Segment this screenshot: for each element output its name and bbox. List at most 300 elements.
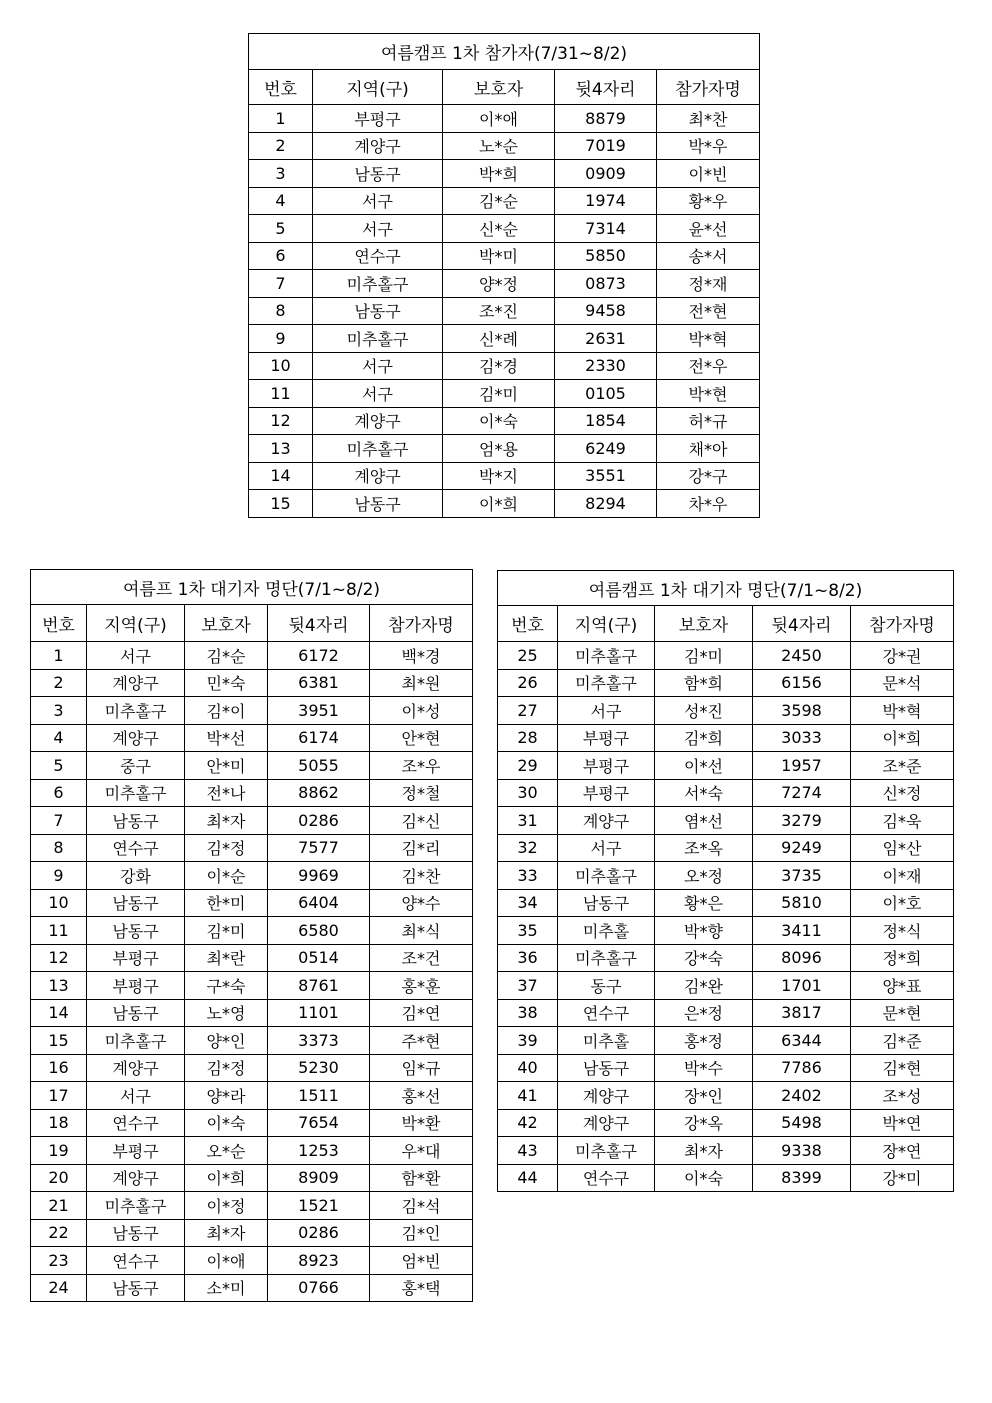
cell-last4: 0514 [268,944,370,972]
cell-last4: 1701 [753,972,851,1000]
cell-last4: 0286 [268,807,370,835]
cell-participant: 안*현 [370,724,473,752]
cell-region: 계양구 [313,462,443,490]
cell-guardian: 황*은 [655,889,753,917]
cell-last4: 7786 [753,1054,851,1082]
cell-participant: 박*혁 [657,325,760,353]
cell-region: 연수구 [87,1109,185,1137]
cell-last4: 8862 [268,779,370,807]
cell-last4: 2330 [555,352,657,380]
cell-region: 미추홀구 [558,1137,655,1165]
cell-last4: 8399 [753,1164,851,1192]
cell-last4: 7314 [555,215,657,243]
table-row [249,297,760,325]
table-row [31,724,473,752]
cell-guardian: 구*숙 [185,972,268,1000]
cell-number: 24 [31,1274,87,1302]
cell-guardian: 최*자 [185,1219,268,1247]
table-row [249,187,760,215]
cell-number: 38 [498,999,558,1027]
cell-last4: 3551 [555,462,657,490]
table-row [31,1137,473,1165]
cell-guardian: 김*정 [185,1054,268,1082]
cell-guardian: 소*미 [185,1274,268,1302]
cell-participant: 조*건 [370,944,473,972]
cell-last4: 7654 [268,1109,370,1137]
cell-participant: 이*빈 [657,160,760,188]
cell-participant: 김*찬 [370,862,473,890]
table-row [31,944,473,972]
cell-guardian: 염*선 [655,807,753,835]
cell-participant: 양*수 [370,889,473,917]
cell-number: 6 [31,779,87,807]
participants-title: 여름캠프 1차 참가자(7/31~8/2) [249,34,760,70]
table-row [31,834,473,862]
cell-number: 7 [31,807,87,835]
cell-guardian: 김*완 [655,972,753,1000]
cell-last4: 5230 [268,1054,370,1082]
table-row [249,352,760,380]
table-row [31,1054,473,1082]
cell-last4: 1957 [753,752,851,780]
cell-last4: 1521 [268,1192,370,1220]
cell-number: 14 [249,462,313,490]
cell-last4: 1511 [268,1082,370,1110]
col-header-last4: 뒷4자리 [268,605,370,642]
table-row [249,132,760,160]
cell-region: 미추홀구 [87,1027,185,1055]
table-row [498,697,954,725]
table-row [498,752,954,780]
cell-participant: 임*산 [851,834,954,862]
col-header-number: 번호 [249,70,313,105]
table-row [498,862,954,890]
cell-number: 13 [31,972,87,1000]
cell-region: 부평구 [558,752,655,780]
cell-guardian: 이*희 [185,1164,268,1192]
cell-region: 미추홀구 [87,1192,185,1220]
participants-table [248,33,760,518]
cell-number: 42 [498,1109,558,1137]
cell-number: 44 [498,1164,558,1192]
cell-region: 부평구 [313,105,443,133]
cell-number: 29 [498,752,558,780]
cell-region: 서구 [313,187,443,215]
cell-number: 17 [31,1082,87,1110]
cell-region: 미추홀구 [558,642,655,670]
cell-last4: 5810 [753,889,851,917]
cell-number: 1 [31,642,87,670]
cell-participant: 황*우 [657,187,760,215]
cell-number: 2 [249,132,313,160]
table-row [31,1109,473,1137]
cell-participant: 홍*택 [370,1274,473,1302]
col-header-guardian: 보호자 [443,70,555,105]
table-row [498,1137,954,1165]
cell-guardian: 이*희 [443,490,555,518]
cell-guardian: 김*순 [185,642,268,670]
table-row [31,1247,473,1275]
table-row [31,669,473,697]
cell-region: 미추홀구 [87,779,185,807]
cell-number: 34 [498,889,558,917]
cell-participant: 최*식 [370,917,473,945]
cell-last4: 3411 [753,917,851,945]
cell-region: 미추홀구 [313,270,443,298]
cell-guardian: 장*인 [655,1082,753,1110]
cell-guardian: 엄*용 [443,435,555,463]
cell-participant: 정*희 [851,944,954,972]
cell-guardian: 김*미 [443,380,555,408]
cell-last4: 1974 [555,187,657,215]
cell-number: 14 [31,999,87,1027]
table-row [31,889,473,917]
table-row [31,1192,473,1220]
table-row [249,215,760,243]
cell-region: 부평구 [87,972,185,1000]
cell-last4: 7577 [268,834,370,862]
table-row [31,752,473,780]
cell-guardian: 강*옥 [655,1109,753,1137]
cell-number: 22 [31,1219,87,1247]
col-header-last4: 뒷4자리 [753,606,851,642]
cell-region: 계양구 [87,669,185,697]
cell-region: 미추홀구 [558,669,655,697]
col-header-participant: 참가자명 [657,70,760,105]
cell-last4: 2402 [753,1082,851,1110]
table-row [249,380,760,408]
cell-guardian: 박*미 [443,242,555,270]
cell-last4: 7019 [555,132,657,160]
cell-region: 강화 [87,862,185,890]
cell-participant: 김*인 [370,1219,473,1247]
cell-guardian: 양*정 [443,270,555,298]
cell-participant: 이*성 [370,697,473,725]
table-row [498,1082,954,1110]
cell-last4: 3817 [753,999,851,1027]
cell-last4: 0105 [555,380,657,408]
cell-number: 37 [498,972,558,1000]
cell-region: 서구 [313,352,443,380]
cell-participant: 송*서 [657,242,760,270]
cell-last4: 3735 [753,862,851,890]
cell-participant: 홍*훈 [370,972,473,1000]
cell-guardian: 노*순 [443,132,555,160]
cell-number: 12 [31,944,87,972]
cell-number: 19 [31,1137,87,1165]
cell-number: 33 [498,862,558,890]
cell-number: 23 [31,1247,87,1275]
cell-last4: 6404 [268,889,370,917]
cell-guardian: 이*정 [185,1192,268,1220]
table-row [498,724,954,752]
cell-last4: 2631 [555,325,657,353]
cell-region: 부평구 [87,944,185,972]
cell-guardian: 이*숙 [185,1109,268,1137]
cell-guardian: 김*이 [185,697,268,725]
cell-guardian: 조*옥 [655,834,753,862]
cell-region: 남동구 [558,889,655,917]
table-row [498,1109,954,1137]
cell-guardian: 양*라 [185,1082,268,1110]
table-row [31,807,473,835]
cell-last4: 0286 [268,1219,370,1247]
cell-region: 미추홀 [558,1027,655,1055]
cell-last4: 6381 [268,669,370,697]
cell-number: 13 [249,435,313,463]
cell-region: 서구 [87,642,185,670]
cell-participant: 장*연 [851,1137,954,1165]
cell-guardian: 노*영 [185,999,268,1027]
cell-number: 21 [31,1192,87,1220]
cell-participant: 김*욱 [851,807,954,835]
cell-region: 연수구 [313,242,443,270]
cell-region: 연수구 [87,1247,185,1275]
cell-guardian: 조*진 [443,297,555,325]
cell-guardian: 이*선 [655,752,753,780]
table-row [249,462,760,490]
cell-region: 계양구 [558,807,655,835]
table-row [31,1027,473,1055]
cell-guardian: 박*선 [185,724,268,752]
cell-guardian: 최*자 [185,807,268,835]
cell-guardian: 오*순 [185,1137,268,1165]
cell-participant: 이*희 [851,724,954,752]
col-header-guardian: 보호자 [655,606,753,642]
cell-region: 계양구 [87,1054,185,1082]
cell-last4: 1253 [268,1137,370,1165]
cell-participant: 신*정 [851,779,954,807]
cell-region: 연수구 [558,1164,655,1192]
cell-participant: 강*구 [657,462,760,490]
cell-participant: 우*대 [370,1137,473,1165]
cell-number: 40 [498,1054,558,1082]
cell-region: 미추홀구 [558,862,655,890]
cell-last4: 2450 [753,642,851,670]
table-row [31,697,473,725]
cell-region: 서구 [313,215,443,243]
cell-participant: 박*현 [657,380,760,408]
cell-guardian: 강*숙 [655,944,753,972]
cell-last4: 6249 [555,435,657,463]
table-row [249,242,760,270]
cell-region: 남동구 [558,1054,655,1082]
table-row [498,944,954,972]
cell-participant: 조*우 [370,752,473,780]
table-row [498,834,954,862]
cell-number: 8 [249,297,313,325]
table-row [249,160,760,188]
cell-last4: 3373 [268,1027,370,1055]
cell-last4: 5850 [555,242,657,270]
cell-last4: 0766 [268,1274,370,1302]
table-row [31,862,473,890]
cell-number: 11 [249,380,313,408]
cell-last4: 0909 [555,160,657,188]
cell-number: 31 [498,807,558,835]
cell-region: 동구 [558,972,655,1000]
cell-region: 남동구 [87,1219,185,1247]
table-row [249,490,760,518]
cell-number: 16 [31,1054,87,1082]
table-row [498,1164,954,1192]
cell-number: 30 [498,779,558,807]
cell-number: 36 [498,944,558,972]
cell-region: 중구 [87,752,185,780]
cell-region: 계양구 [313,407,443,435]
cell-region: 미추홀구 [87,697,185,725]
cell-region: 서구 [87,1082,185,1110]
waitlist-left-title: 여름프 1차 대기자 명단(7/1~8/2) [31,570,473,605]
cell-last4: 6156 [753,669,851,697]
cell-number: 11 [31,917,87,945]
cell-guardian: 홍*정 [655,1027,753,1055]
cell-participant: 조*성 [851,1082,954,1110]
cell-guardian: 김*순 [443,187,555,215]
table-row [31,779,473,807]
table-row [31,972,473,1000]
cell-guardian: 최*란 [185,944,268,972]
col-header-number: 번호 [31,605,87,642]
cell-number: 2 [31,669,87,697]
cell-last4: 3598 [753,697,851,725]
cell-participant: 엄*빈 [370,1247,473,1275]
cell-guardian: 이*순 [185,862,268,890]
cell-last4: 8923 [268,1247,370,1275]
cell-number: 10 [249,352,313,380]
cell-last4: 8761 [268,972,370,1000]
cell-participant: 박*우 [657,132,760,160]
cell-guardian: 최*자 [655,1137,753,1165]
cell-number: 25 [498,642,558,670]
cell-guardian: 김*미 [655,642,753,670]
cell-guardian: 오*정 [655,862,753,890]
cell-participant: 강*권 [851,642,954,670]
cell-last4: 6172 [268,642,370,670]
cell-number: 4 [249,187,313,215]
cell-participant: 채*아 [657,435,760,463]
cell-region: 부평구 [87,1137,185,1165]
cell-participant: 윤*선 [657,215,760,243]
col-header-last4: 뒷4자리 [555,70,657,105]
cell-guardian: 신*례 [443,325,555,353]
cell-last4: 9249 [753,834,851,862]
cell-participant: 주*현 [370,1027,473,1055]
cell-number: 28 [498,724,558,752]
cell-guardian: 안*미 [185,752,268,780]
cell-last4: 1854 [555,407,657,435]
table-row [498,999,954,1027]
table-row [31,1164,473,1192]
col-header-number: 번호 [498,606,558,642]
cell-guardian: 신*순 [443,215,555,243]
cell-participant: 정*철 [370,779,473,807]
cell-region: 남동구 [87,1274,185,1302]
cell-last4: 9338 [753,1137,851,1165]
table-row [498,642,954,670]
cell-guardian: 이*애 [443,105,555,133]
cell-participant: 정*재 [657,270,760,298]
cell-guardian: 성*진 [655,697,753,725]
waitlist-table-right [497,570,954,1192]
cell-guardian: 박*지 [443,462,555,490]
cell-number: 18 [31,1109,87,1137]
cell-number: 7 [249,270,313,298]
cell-participant: 김*현 [851,1054,954,1082]
table-row [249,407,760,435]
cell-participant: 박*연 [851,1109,954,1137]
table-row [31,1274,473,1302]
table-row [498,917,954,945]
cell-participant: 백*경 [370,642,473,670]
cell-last4: 3951 [268,697,370,725]
cell-participant: 정*식 [851,917,954,945]
cell-guardian: 박*수 [655,1054,753,1082]
cell-last4: 1101 [268,999,370,1027]
cell-participant: 박*환 [370,1109,473,1137]
cell-guardian: 이*숙 [655,1164,753,1192]
cell-number: 9 [31,862,87,890]
cell-last4: 9969 [268,862,370,890]
cell-last4: 6344 [753,1027,851,1055]
cell-guardian: 이*숙 [443,407,555,435]
cell-last4: 5055 [268,752,370,780]
cell-participant: 박*혁 [851,697,954,725]
cell-region: 미추홀구 [558,944,655,972]
col-header-region: 지역(구) [313,70,443,105]
table-row [31,1082,473,1110]
table-row [498,972,954,1000]
cell-region: 계양구 [87,724,185,752]
cell-guardian: 김*미 [185,917,268,945]
cell-number: 9 [249,325,313,353]
cell-number: 27 [498,697,558,725]
cell-guardian: 은*정 [655,999,753,1027]
table-row [249,270,760,298]
cell-participant: 최*찬 [657,105,760,133]
table-row [31,1219,473,1247]
cell-participant: 김*연 [370,999,473,1027]
cell-region: 연수구 [87,834,185,862]
cell-region: 미추홀구 [313,435,443,463]
cell-region: 남동구 [87,807,185,835]
cell-region: 서구 [558,697,655,725]
cell-last4: 7274 [753,779,851,807]
cell-participant: 함*환 [370,1164,473,1192]
cell-number: 32 [498,834,558,862]
cell-last4: 5498 [753,1109,851,1137]
cell-participant: 최*원 [370,669,473,697]
col-header-participant: 참가자명 [851,606,954,642]
cell-participant: 강*미 [851,1164,954,1192]
cell-participant: 문*석 [851,669,954,697]
cell-last4: 8879 [555,105,657,133]
cell-region: 남동구 [87,917,185,945]
cell-participant: 홍*선 [370,1082,473,1110]
cell-number: 3 [31,697,87,725]
table-row [498,669,954,697]
cell-participant: 조*준 [851,752,954,780]
cell-guardian: 박*희 [443,160,555,188]
cell-region: 연수구 [558,999,655,1027]
cell-guardian: 이*애 [185,1247,268,1275]
cell-participant: 전*현 [657,297,760,325]
table-row [249,435,760,463]
cell-region: 남동구 [313,490,443,518]
cell-region: 계양구 [87,1164,185,1192]
cell-region: 남동구 [87,999,185,1027]
cell-region: 남동구 [313,160,443,188]
